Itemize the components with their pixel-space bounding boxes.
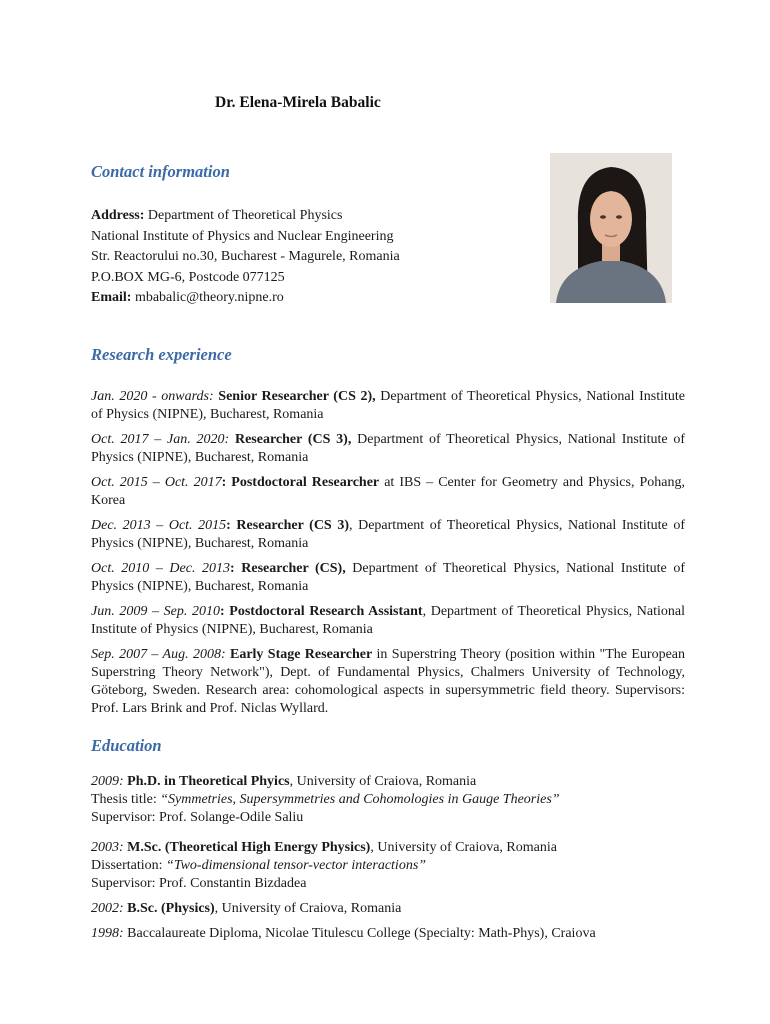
address-label: Address: bbox=[91, 208, 145, 223]
research-entry: Oct. 2015 – Oct. 2017: Postdoctoral Researcher at IBS – Center for Geometry and Physics, Pohang, Korea bbox=[91, 475, 686, 508]
research-entry: Jan. 2020 - onwards: Senior Researcher (CS 2), Department of Theoretical Physics, National Institute of Physics (NIPNE), Bucharest, Romania bbox=[91, 389, 686, 422]
education-entry: 2009: Ph.D. in Theoretical Phyics, University of Craiova, Romania Thesis title: “Symmetries, Supersymmetries and Cohomologies in Gauge Theories” Supervisor: Prof. Solange-Odile Saliu bbox=[91, 774, 560, 825]
education-heading: Education bbox=[91, 736, 162, 755]
research-entry: Dec. 2013 – Oct. 2015: Researcher (CS 3), Department of Theoretical Physics, National Institute of Physics (NIPNE), Bucharest, Romania bbox=[91, 518, 685, 551]
contact-block bbox=[91, 206, 400, 309]
address-line-3: Str. Reactorului no.30, Bucharest - Magurele, Romania bbox=[91, 249, 400, 264]
portrait-icon bbox=[550, 153, 672, 303]
research-entry: Oct. 2017 – Jan. 2020: Researcher (CS 3), Department of Theoretical Physics, National Institute of Physics (NIPNE), Bucharest, Romania bbox=[91, 432, 686, 465]
address-line-4: P.O.BOX MG-6, Postcode 077125 bbox=[91, 269, 285, 285]
address-line-2: National Institute of Physics and Nuclear Engineering bbox=[91, 228, 394, 244]
education-entry: 2002: B.Sc. (Physics), University of Craiova, Romania bbox=[91, 901, 402, 916]
research-entry: Jun. 2009 – Sep. 2010: Postdoctoral Research Assistant, Department of Theoretical Physics, National Institute of Physics (NIPNE), Bucharest, Romania bbox=[91, 604, 685, 637]
email-address[interactable]: mbabalic@theory.nipne.ro bbox=[134, 290, 284, 305]
education-list bbox=[91, 773, 685, 950]
research-entry: Sep. 2007 – Aug. 2008: Early Stage Researcher in Superstring Theory (position within "The European Superstring Theory Network"), Dept. of Fundamental Physics, Chalmers University of Technology, Göteborg, Sweden. Research area: cohomological aspects in supersymmetric field theory. Supervisors: Prof. Lars Brink and Prof. Niclas Wyllard. bbox=[91, 647, 685, 716]
address-line-1: Department of Theoretical Physics bbox=[147, 208, 343, 223]
email-label: Email: bbox=[91, 290, 132, 305]
research-list bbox=[91, 388, 685, 725]
profile-photo bbox=[550, 153, 672, 303]
research-heading: Research experience bbox=[91, 345, 232, 364]
education-entry: 2003: M.Sc. (Theoretical High Energy Physics), University of Craiova, Romania Dissertation: “Two-dimensional tensor-vector interactions” Supervisor: Prof. Constantin Bizdadea bbox=[91, 840, 557, 891]
contact-heading: Contact information bbox=[91, 162, 230, 181]
cv-name: Dr. Elena-Mirela Babalic bbox=[215, 94, 381, 111]
research-entry: Oct. 2010 – Dec. 2013: Researcher (CS), Department of Theoretical Physics, National Institute of Physics (NIPNE), Bucharest, Romania bbox=[91, 561, 685, 594]
education-entry: 1998: Baccalaureate Diploma, Nicolae Titulescu College (Specialty: Math-Phys), Craiova bbox=[91, 926, 596, 941]
